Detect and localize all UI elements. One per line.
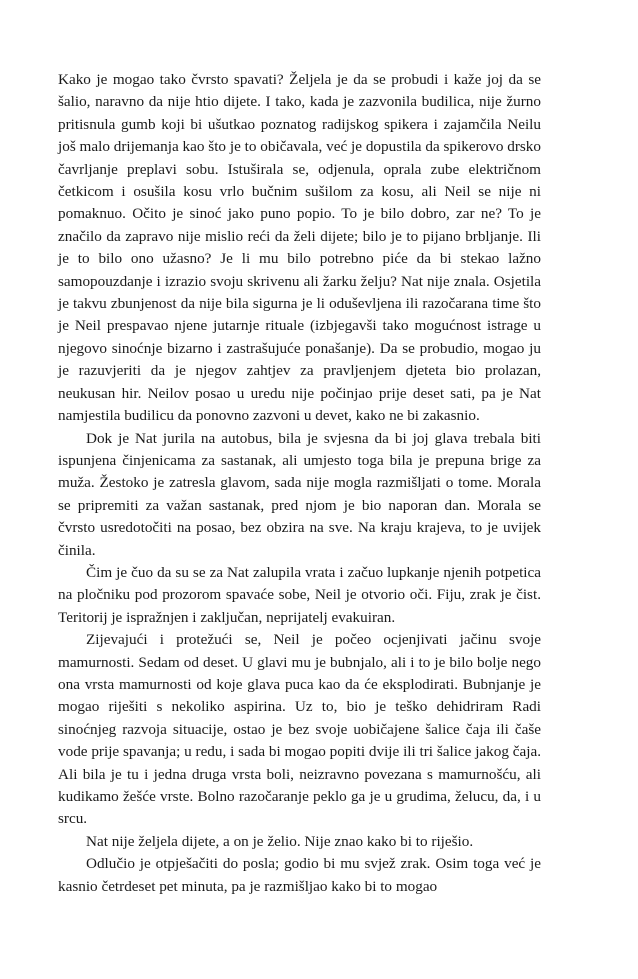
paragraph-3: Čim je čuo da su se za Nat zalupila vrata i začuo lupkanje njenih potpetica na pločniku pod prozorom spavaće sobe, Neil je otvorio oči. Fiju, zrak je čist. Teritorij je ispražnjen i zaključan, neprijatelj evakuiran. bbox=[58, 563, 541, 626]
paragraph-2: Dok je Nat jurila na autobus, bila je svjesna da bi joj glava trebala biti ispunjena činjenicama za sastanak, ali umjesto toga bila je prepuna brige za muža. Žestoko je zatresla glavom, sada nije mogla razmišljati o tome. Morala se pripremiti za važan sastanak, pred njom je bio naporan dan. Morala se čvrsto usredotočiti na posao, bez obzira na sve. Na kraju krajeva, to je uvijek činila. bbox=[58, 429, 541, 559]
paragraph-4: Zijevajući i protežući se, Neil je počeo ocjenjivati jačinu svoje mamurnosti. Sedam od deset. U glavi mu je bubnjalo, ali i to je bilo bolje nego ona vrsta mamurnosti od koje glava puca kao da će eksplodirati. Bubnjanje je mogao riješiti s nekoliko aspirina. Uz to, bio je teško dehidriram Radi sinoćnjeg razvoja situacije, ostao je bez svoje uobičajene šalice čaja ili čaše vode prije spavanja; u redu, i sada bi mogao popiti dvije ili tri šalice jakog čaja. Ali bila je tu i jedna druga vrsta boli, neizravno povezana s mamurnošću, ali kudikamo žešće vrste. Bolno razočaranje peklo ga je u grudima, želucu, da, i u srcu. bbox=[58, 631, 541, 828]
paragraph-5: Nat nije željela dijete, a on je želio. Nije znao kako bi to riješio. bbox=[86, 832, 474, 850]
paragraph-1: Kako je mogao tako čvrsto spavati? Željela je da se probudi i kaže joj da se šalio, naravno da nije htio dijete. I tako, kada je zazvonila budilica, nije žurno pritisnula gumb koji bi ušutkao poznatog radijskog spikera i zajamčila Neilu još malo drijemanja kao što je to običavala, već je dopustila da spikerovo drsko čavrljanje preplavi sobu. Istuširala se, odjenula, oprala zube električnom četkicom i osušila kosu vrlo bučnim sušilom za kosu, ali Neil se nije ni pomaknuo. Očito je sinoć jako puno popio. To je bilo dobro, zar ne? To je značilo da zapravo nije mislio reći da želi dijete; bilo je to pijano brbljanje. Ili je to bilo ono užasno? Je li mu bilo potrebno piće da bi stekao lažno samopouzdanje i izrazio svoju skrivenu ali žarku želju? Nat nije znala. Osjetila je takvu zbunjenost da nije bila sigurna je li oduševljena ili razočarana time što je Neil prespavao njene jutarnje rituale (izbjegavši tako mogućnost istrage u njegovo sinoćnje bizarno i zastrašujuće ponašanje). Da se probudio, mogao ju je razuvjeriti da je njegov zahtjev za pravljenjem djeteta bio prolazan, neukusan hir. Neilov posao u uredu nije počinjao prije deset sati, pa je Nat namjestila budilicu da ponovno zazvoni u devet, kako ne bi zakasnio. bbox=[58, 71, 541, 425]
paragraph-6: Odlučio je otpješačiti do posla; godio bi mu svjež zrak. Osim toga već je kasnio četrdeset pet minuta, pa je razmišljao kako bi to mogao bbox=[58, 855, 541, 895]
book-page-text bbox=[58, 69, 541, 898]
